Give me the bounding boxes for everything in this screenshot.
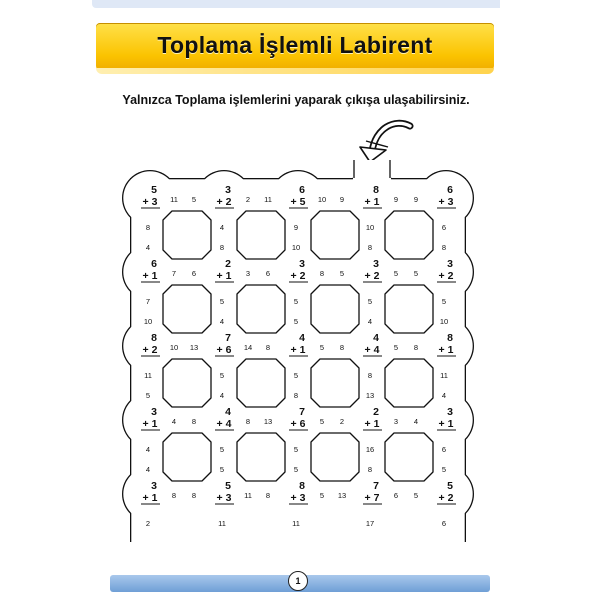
addend-bottom: + 1 <box>290 344 306 356</box>
maze-wall-block <box>385 359 433 407</box>
corridor-label: 11 <box>144 371 152 380</box>
corridor-label: 5 <box>191 195 197 204</box>
addend-bottom: + 3 <box>142 196 158 208</box>
corridor-label: 8 <box>367 465 373 474</box>
corridor-label: 13 <box>189 343 199 352</box>
addend-bottom: + 1 <box>364 196 380 208</box>
corridor-label: 5 <box>293 445 299 454</box>
corridor-label: 10 <box>143 317 153 326</box>
addend-bottom: + 3 <box>438 196 454 208</box>
corridor-label: 8 <box>219 243 225 252</box>
corridor-label: 10 <box>365 223 375 232</box>
corridor-label: 4 <box>441 391 447 400</box>
corridor-label: 11 <box>264 195 272 204</box>
corridor-label: 4 <box>219 223 225 232</box>
corridor-label: 5 <box>339 269 345 278</box>
corridor-label: 4 <box>219 391 225 400</box>
corridor-label: 5 <box>393 269 399 278</box>
addend-top: 2 <box>225 258 231 270</box>
corridor-label: 8 <box>191 491 197 500</box>
corridor-label: 8 <box>293 391 299 400</box>
corridor-label: 5 <box>219 297 225 306</box>
corridor-label: 8 <box>441 243 447 252</box>
corridor-label: 4 <box>145 243 151 252</box>
addend-top: 3 <box>299 258 305 270</box>
corridor-label: 5 <box>219 445 225 454</box>
corridor-label: 5 <box>319 491 325 500</box>
corridor-label: 6 <box>265 269 271 278</box>
maze-wall-block <box>163 359 211 407</box>
maze-wall-block <box>237 359 285 407</box>
addend-bottom: + 7 <box>364 492 380 504</box>
corridor-label: 5 <box>393 343 399 352</box>
maze-wall-block <box>385 285 433 333</box>
corridor-label: 5 <box>413 491 419 500</box>
corridor-label: 4 <box>145 445 151 454</box>
corridor-label: 5 <box>293 317 299 326</box>
corridor-label: 2 <box>245 195 251 204</box>
corridor-label: 9 <box>293 223 299 232</box>
corridor-label: 5 <box>441 465 447 474</box>
corridor-label: 4 <box>171 417 177 426</box>
page-title: Toplama İşlemli Labirent <box>157 32 433 58</box>
addend-bottom: + 1 <box>364 418 380 430</box>
corridor-label: 13 <box>263 417 273 426</box>
corridor-label: 8 <box>171 491 177 500</box>
addend-top: 7 <box>299 406 305 418</box>
addend-bottom: + 6 <box>216 344 232 356</box>
addend-top: 8 <box>299 480 305 492</box>
corridor-label: 13 <box>365 391 375 400</box>
maze-wall-block <box>385 211 433 259</box>
addend-top: 8 <box>447 332 453 344</box>
corridor-label: 5 <box>441 297 447 306</box>
corridor-label: 14 <box>243 343 253 352</box>
corridor-label: 9 <box>393 195 399 204</box>
corridor-label: 5 <box>293 297 299 306</box>
maze-wall-block <box>237 211 285 259</box>
corridor-label: 8 <box>319 269 325 278</box>
addend-bottom: + 6 <box>290 418 306 430</box>
corridor-label: 4 <box>145 465 151 474</box>
corridor-label: 13 <box>337 491 347 500</box>
addend-top: 5 <box>447 480 453 492</box>
addend-bottom: + 4 <box>364 344 380 356</box>
corridor-label: 6 <box>393 491 399 500</box>
corridor-label: 4 <box>367 317 373 326</box>
addend-top: 8 <box>151 332 157 344</box>
corridor-label: 6 <box>441 223 447 232</box>
page-number: 1 <box>288 571 308 591</box>
maze-wall-block <box>163 433 211 481</box>
addend-bottom: + 3 <box>216 492 232 504</box>
corridor-label: 8 <box>191 417 197 426</box>
corridor-label: 5 <box>219 465 225 474</box>
corridor-label: 3 <box>393 417 399 426</box>
maze-wall-block <box>163 211 211 259</box>
corridor-label: 5 <box>319 343 325 352</box>
addend-top: 3 <box>373 258 379 270</box>
maze-wall-block <box>163 285 211 333</box>
addend-top: 3 <box>447 258 453 270</box>
corridor-label: 11 <box>170 195 178 204</box>
maze-wall-block <box>311 285 359 333</box>
corridor-label: 8 <box>367 243 373 252</box>
addend-top: 6 <box>299 184 305 196</box>
addend-bottom: + 4 <box>216 418 232 430</box>
corridor-label: 4 <box>219 317 225 326</box>
corridor-label: 5 <box>293 465 299 474</box>
corridor-label: 8 <box>265 343 271 352</box>
corridor-label: 5 <box>293 371 299 380</box>
addend-bottom: + 1 <box>142 492 158 504</box>
instruction-text: Yalnızca Toplama işlemlerini yaparak çıkışa ulaşabilirsiniz. <box>122 93 470 107</box>
addend-bottom: + 2 <box>364 270 380 282</box>
addend-top: 4 <box>299 332 305 344</box>
corridor-label: 11 <box>218 519 226 528</box>
entry-arrow-icon <box>360 123 410 162</box>
corridor-label: 16 <box>365 445 375 454</box>
addend-top: 6 <box>447 184 453 196</box>
corridor-label: 4 <box>413 417 419 426</box>
addend-top: 7 <box>373 480 379 492</box>
corridor-label: 10 <box>291 243 301 252</box>
corridor-label: 7 <box>171 269 177 278</box>
addend-top: 6 <box>151 258 157 270</box>
corridor-label: 5 <box>413 269 419 278</box>
addend-bottom: + 2 <box>290 270 306 282</box>
addend-bottom: + 1 <box>142 270 158 282</box>
addend-top: 5 <box>225 480 231 492</box>
addend-top: 3 <box>447 406 453 418</box>
corridor-label: 8 <box>367 371 373 380</box>
corridor-label: 9 <box>413 195 419 204</box>
maze-wall-block <box>237 285 285 333</box>
addend-bottom: + 2 <box>216 196 232 208</box>
addend-top: 3 <box>151 480 157 492</box>
maze-entry-gap <box>353 160 391 184</box>
maze-wall-block <box>311 359 359 407</box>
addend-bottom: + 2 <box>438 492 454 504</box>
corridor-label: 3 <box>245 269 251 278</box>
addend-bottom: + 1 <box>438 344 454 356</box>
addend-top: 8 <box>373 184 379 196</box>
addend-bottom: + 2 <box>142 344 158 356</box>
corridor-label: 8 <box>145 223 151 232</box>
addend-bottom: + 1 <box>142 418 158 430</box>
corridor-label: 11 <box>244 491 252 500</box>
addend-bottom: + 3 <box>290 492 306 504</box>
corridor-label: 5 <box>219 371 225 380</box>
corridor-label: 6 <box>441 519 447 528</box>
corridor-label: 8 <box>245 417 251 426</box>
corridor-label: 8 <box>265 491 271 500</box>
corridor-label: 8 <box>413 343 419 352</box>
maze-wall-block <box>385 433 433 481</box>
addend-top: 4 <box>225 406 231 418</box>
corridor-label: 2 <box>145 519 151 528</box>
corridor-label: 10 <box>169 343 179 352</box>
corridor-label: 2 <box>339 417 345 426</box>
corridor-label: 5 <box>367 297 373 306</box>
maze-wall-block <box>237 433 285 481</box>
maze-wall-block <box>311 211 359 259</box>
addend-bottom: + 1 <box>216 270 232 282</box>
maze-wall-block <box>311 433 359 481</box>
addend-top: 3 <box>225 184 231 196</box>
addend-top: 5 <box>151 184 157 196</box>
corridor-label: 10 <box>317 195 327 204</box>
corridor-label: 7 <box>145 297 151 306</box>
corridor-label: 11 <box>292 519 300 528</box>
corridor-label: 17 <box>365 519 375 528</box>
addend-top: 4 <box>373 332 379 344</box>
corridor-label: 8 <box>339 343 345 352</box>
corridor-label: 6 <box>191 269 197 278</box>
addend-top: 2 <box>373 406 379 418</box>
corridor-label: 5 <box>145 391 151 400</box>
addend-top: 7 <box>225 332 231 344</box>
addend-bottom: + 5 <box>290 196 306 208</box>
addend-top: 3 <box>151 406 157 418</box>
corridor-label: 6 <box>441 445 447 454</box>
corridor-label: 5 <box>319 417 325 426</box>
addend-bottom: + 1 <box>438 418 454 430</box>
addend-bottom: + 2 <box>438 270 454 282</box>
corridor-label: 9 <box>339 195 345 204</box>
corridor-label: 11 <box>440 371 448 380</box>
corridor-label: 10 <box>439 317 449 326</box>
